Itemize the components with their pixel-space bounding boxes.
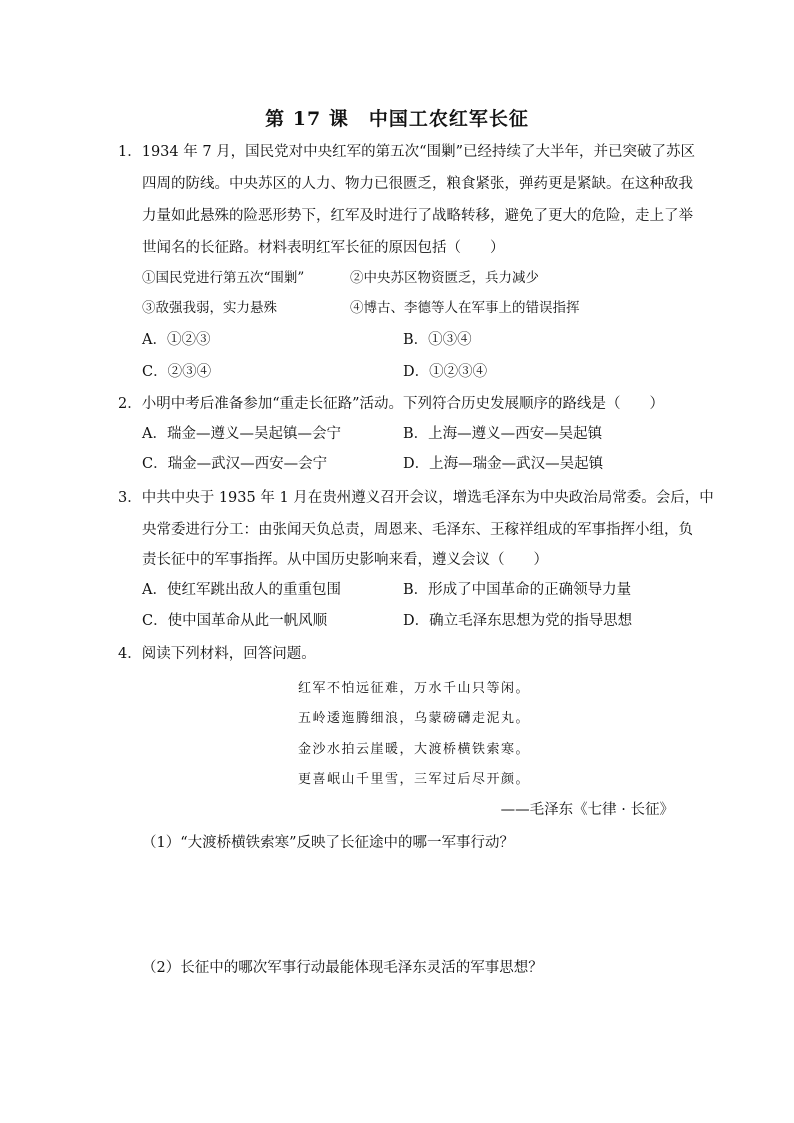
q2-line-1: 2．小明中考后准备参加“重走长征路”活动。下列符合历史发展顺序的路线是（ ） xyxy=(118,396,665,412)
q3-line-2: 央常委进行分工：由张闻天负总责，周恩来、毛泽东、王稼祥组成的军事指挥小组，负 xyxy=(142,522,693,538)
q2-option-d[interactable]: D．上海—瑞金—武汉—吴起镇 xyxy=(403,456,604,472)
q1-line-2: 四周的防线。中央苏区的人力、物力已很匮乏，粮食紧张，弹药更是紧缺。在这种敌我 xyxy=(142,176,693,192)
q1-item-3: ③敌强我弱，实力悬殊 xyxy=(142,300,277,316)
q1-line-4: 世闻名的长征路。材料表明红军长征的原因包括（ ） xyxy=(142,240,505,256)
q3-option-a[interactable]: A．使红军跳出敌人的重重包围 xyxy=(142,582,341,598)
q1-option-b[interactable]: B．①③④ xyxy=(403,332,472,348)
q2-option-b[interactable]: B．上海—遵义—西安—吴起镇 xyxy=(403,426,603,442)
q3-option-c[interactable]: C．使中国革命从此一帆风顺 xyxy=(142,613,328,629)
q1-line-3: 力量如此悬殊的险恶形势下，红军及时进行了战略转移，避免了更大的危险，走上了举 xyxy=(142,208,693,224)
q1-option-a[interactable]: A．①②③ xyxy=(142,332,211,348)
poem-line-2: 五岭逶迤腾细浪，乌蒙磅礴走泥丸。 xyxy=(298,711,531,726)
q1-item-1: ①国民党进行第五次“围剿” xyxy=(142,270,305,286)
q3-line-3: 责长征中的军事指挥。从中国历史影响来看，遵义会议（ ） xyxy=(142,552,548,568)
q4-sub-question-2: （2）长征中的哪次军事行动最能体现毛泽东灵活的军事思想？ xyxy=(142,960,543,976)
q3-option-d[interactable]: D．确立毛泽东思想为党的指导思想 xyxy=(403,613,633,629)
q1-item-4: ④博古、李德等人在军事上的错误指挥 xyxy=(350,300,580,316)
q3-option-b[interactable]: B．形成了中国革命的正确领导力量 xyxy=(403,582,632,598)
poem-line-4: 更喜岷山千里雪，三军过后尽开颜。 xyxy=(298,772,531,787)
q2-option-a[interactable]: A．瑞金—遵义—吴起镇—会宁 xyxy=(142,426,341,442)
q1-line-1: 1．1934 年 7 月，国民党对中央红军的第五次“围剿”已经持续了大半年，并已突破了苏区 xyxy=(118,144,696,160)
poem-line-3: 金沙水拍云崖暖，大渡桥横铁索寒。 xyxy=(298,742,531,757)
q4-sub-question-1: （1）“大渡桥横铁索寒”反映了长征途中的哪一军事行动？ xyxy=(142,835,515,851)
q1-option-d[interactable]: D．①②③④ xyxy=(403,364,488,380)
poem-source: ——毛泽东《七律 · 长征》 xyxy=(500,802,674,818)
page-title: 第 17 课 中国工农红军长征 xyxy=(265,108,529,130)
poem-line-1: 红军不怕远征难，万水千山只等闲。 xyxy=(298,681,531,696)
q1-option-c[interactable]: C．②③④ xyxy=(142,364,212,380)
q3-line-1: 3．中共中央于 1935 年 1 月在贵州遵义召开会议，增选毛泽东为中央政治局常委。会后，中 xyxy=(118,490,714,506)
q2-option-c[interactable]: C．瑞金—武汉—西安—会宁 xyxy=(142,456,328,472)
q1-item-2: ②中央苏区物资匮乏，兵力减少 xyxy=(350,270,539,286)
q4-intro: 4．阅读下列材料，回答问题。 xyxy=(118,646,316,662)
